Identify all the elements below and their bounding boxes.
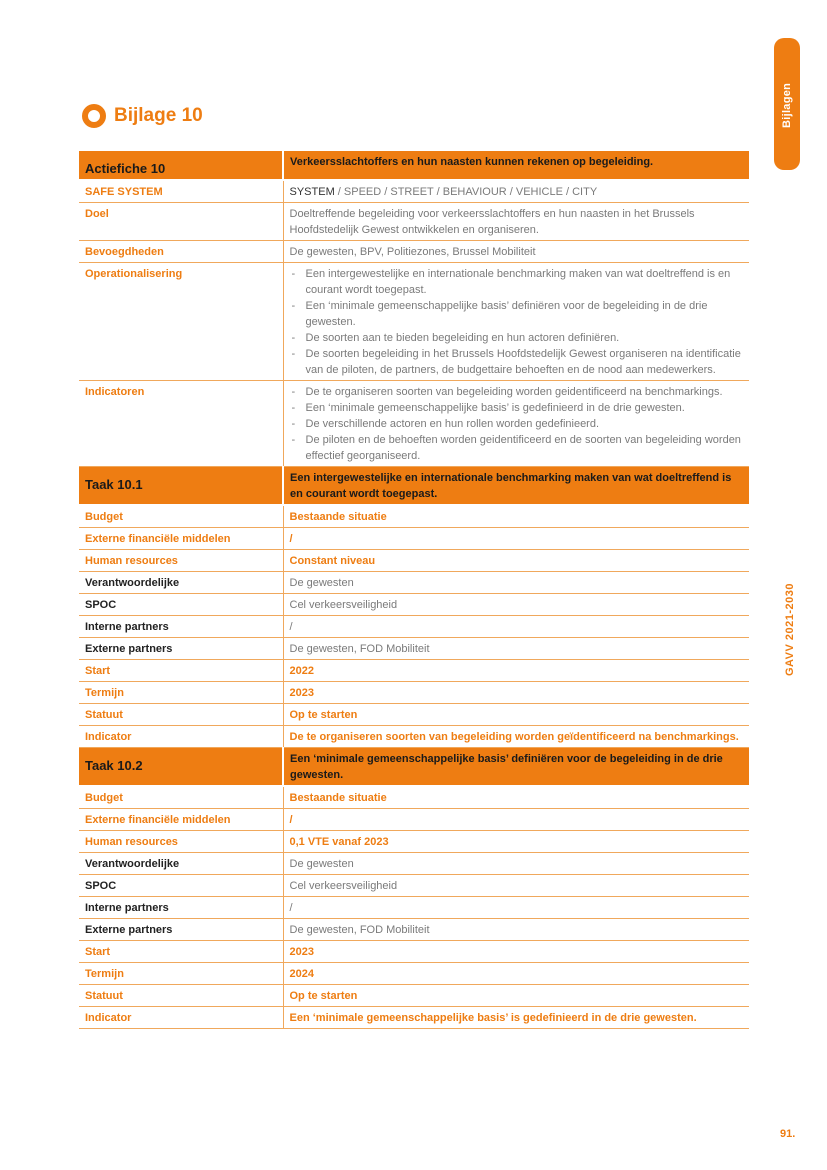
budget-label: Budget — [79, 505, 283, 528]
externe-partners-value: De gewesten, FOD Mobiliteit — [283, 919, 749, 941]
termijn-label: Termijn — [79, 963, 283, 985]
bevoegdheden-label: Bevoegdheden — [79, 241, 283, 263]
indicatoren-label: Indicatoren — [79, 381, 283, 467]
hr-value: Constant niveau — [283, 550, 749, 572]
interne-label: Interne partners — [79, 616, 283, 638]
termijn-value: 2023 — [283, 682, 749, 704]
safe-system-value — [283, 180, 749, 203]
table-row — [79, 831, 749, 853]
verantw-value: De gewesten — [283, 853, 749, 875]
table-row — [79, 660, 749, 682]
externe-partners-label: Externe partners — [79, 919, 283, 941]
table-row — [79, 963, 749, 985]
indicator-label: Indicator — [79, 1007, 283, 1029]
doel-label: Doel — [79, 203, 283, 241]
table-row — [79, 985, 749, 1007]
externe-value: / — [283, 528, 749, 550]
table-row — [79, 726, 749, 748]
page-number: 91. — [780, 1128, 796, 1140]
table-row — [79, 853, 749, 875]
operationalisering-list — [290, 266, 744, 378]
table-row — [79, 919, 749, 941]
operationalisering-row — [79, 263, 749, 381]
statuut-value: Op te starten — [283, 985, 749, 1007]
indicatoren-list — [290, 384, 744, 464]
spoc-value: Cel verkeersveiligheid — [283, 594, 749, 616]
actiefiche-text: Verkeersslachtoffers en hun naasten kunnen rekenen op begeleiding. — [283, 151, 749, 180]
statuut-label: Statuut — [79, 704, 283, 726]
actiefiche-label: Actiefiche 10 — [79, 151, 283, 180]
externe-label: Externe financiële middelen — [79, 528, 283, 550]
externe-partners-value: De gewesten, FOD Mobiliteit — [283, 638, 749, 660]
side-gavv-label: GAVV 2021-2030 — [784, 582, 796, 676]
table-row — [79, 1007, 749, 1029]
table-row — [79, 505, 749, 528]
page-heading — [82, 104, 203, 128]
termijn-value: 2024 — [283, 963, 749, 985]
spoc-label: SPOC — [79, 875, 283, 897]
taak1-text: Een intergewestelijke en internationale benchmarking maken van wat doeltreffend is en courant wordt toegepast. — [283, 467, 749, 506]
list-item: - Een intergewestelijke en internationale benchmarking maken van wat doeltreffend is en courant wordt toegepast. — [290, 266, 744, 298]
interne-value: / — [283, 616, 749, 638]
ring-bullet-icon — [82, 104, 106, 128]
table-row — [79, 786, 749, 809]
table-row — [79, 594, 749, 616]
hr-value: 0,1 VTE vanaf 2023 — [283, 831, 749, 853]
safe-system-rest: / SPEED / STREET / BEHAVIOUR / VEHICLE / CITY — [334, 186, 598, 198]
table-row — [79, 704, 749, 726]
verantw-label: Verantwoordelijke — [79, 853, 283, 875]
list-item: - De verschillende actoren en hun rollen worden gedefinieerd. — [290, 416, 744, 432]
doel-value: Doeltreffende begeleiding voor verkeersslachtoffers en hun naasten in het Brussels Hoofdstedelijk Gewest ontwikkelen en organiseren. — [283, 203, 749, 241]
start-value: 2023 — [283, 941, 749, 963]
budget-label: Budget — [79, 786, 283, 809]
indicator-value: De te organiseren soorten van begeleiding worden geïdentificeerd na benchmarkings. — [283, 726, 749, 748]
action-table — [79, 151, 749, 1029]
hr-label: Human resources — [79, 831, 283, 853]
interne-value: / — [283, 897, 749, 919]
list-item: - De piloten en de behoeften worden geidentificeerd en de soorten van begeleiding worden effectief georganiseerd. — [290, 432, 744, 464]
termijn-label: Termijn — [79, 682, 283, 704]
start-label: Start — [79, 941, 283, 963]
table-row — [79, 875, 749, 897]
bevoegdheden-value: De gewesten, BPV, Politiezones, Brussel Mobiliteit — [283, 241, 749, 263]
externe-value: / — [283, 809, 749, 831]
list-item: - De te organiseren soorten van begeleiding worden geidentificeerd na benchmarkings. — [290, 384, 744, 400]
table-row — [79, 941, 749, 963]
list-item: - Een ‘minimale gemeenschappelijke basis’ is gedefinieerd in de drie gewesten. — [290, 400, 744, 416]
table-row — [79, 616, 749, 638]
budget-value: Bestaande situatie — [283, 786, 749, 809]
list-item: - Een ‘minimale gemeenschappelijke basis’ definiëren voor de begeleiding in de drie gewesten. — [290, 298, 744, 330]
table-row — [79, 809, 749, 831]
indicatoren-row — [79, 381, 749, 467]
externe-partners-label: Externe partners — [79, 638, 283, 660]
table-row — [79, 528, 749, 550]
statuut-value: Op te starten — [283, 704, 749, 726]
spoc-value: Cel verkeersveiligheid — [283, 875, 749, 897]
statuut-label: Statuut — [79, 985, 283, 1007]
table-row — [79, 550, 749, 572]
start-value: 2022 — [283, 660, 749, 682]
externe-label: Externe financiële middelen — [79, 809, 283, 831]
safe-system-label: SAFE SYSTEM — [79, 180, 283, 203]
verantw-label: Verantwoordelijke — [79, 572, 283, 594]
verantw-value: De gewesten — [283, 572, 749, 594]
table-row — [79, 897, 749, 919]
bevoegdheden-row — [79, 241, 749, 263]
operationalisering-label: Operationalisering — [79, 263, 283, 381]
taak1-label: Taak 10.1 — [79, 467, 283, 506]
indicator-label: Indicator — [79, 726, 283, 748]
safe-system-row — [79, 180, 749, 203]
spoc-label: SPOC — [79, 594, 283, 616]
start-label: Start — [79, 660, 283, 682]
side-tab-label: Bijlagen — [781, 82, 793, 128]
table-row — [79, 682, 749, 704]
actiefiche-header-row — [79, 151, 749, 180]
interne-label: Interne partners — [79, 897, 283, 919]
taak1-header-row — [79, 467, 749, 506]
table-row — [79, 638, 749, 660]
taak2-label: Taak 10.2 — [79, 748, 283, 787]
taak2-text: Een ‘minimale gemeenschappelijke basis’ definiëren voor de begeleiding in de drie gewesten. — [283, 748, 749, 787]
budget-value: Bestaande situatie — [283, 505, 749, 528]
page-title: Bijlage 10 — [114, 105, 203, 126]
safe-system-active: SYSTEM — [289, 186, 335, 198]
table-row — [79, 572, 749, 594]
list-item: - De soorten aan te bieden begeleiding en hun actoren definiëren. — [290, 330, 744, 346]
list-item: - De soorten begeleiding in het Brussels Hoofdstedelijk Gewest organiseren na identificatie van de piloten, de partners, de budgettaire behoeften en de nood aan medewerkers. — [290, 346, 744, 378]
taak2-header-row — [79, 748, 749, 787]
hr-label: Human resources — [79, 550, 283, 572]
doel-row — [79, 203, 749, 241]
indicator-value: Een ‘minimale gemeenschappelijke basis’ is gedefinieerd in de drie gewesten. — [283, 1007, 749, 1029]
